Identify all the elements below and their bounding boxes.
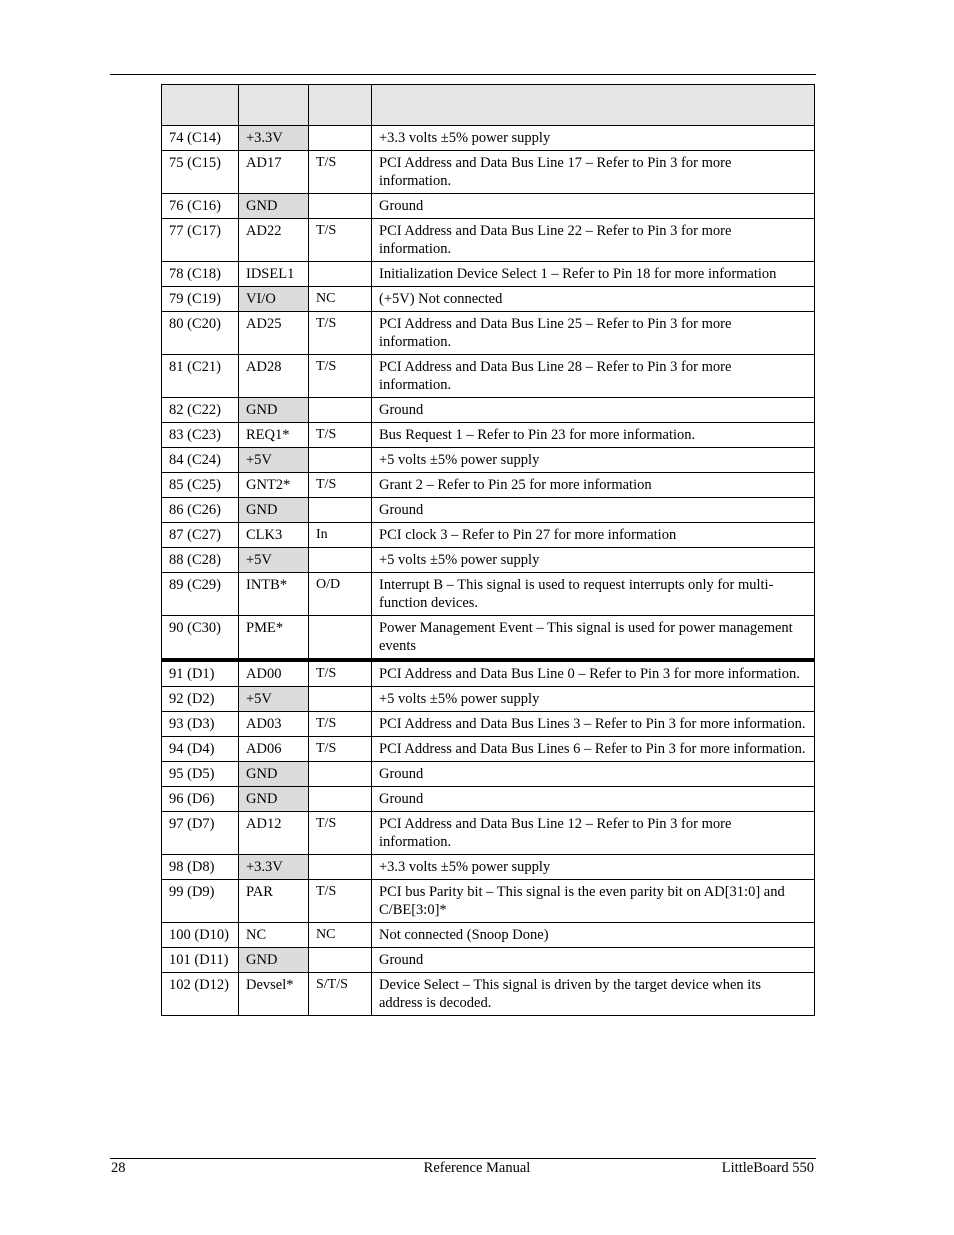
description-cell: (+5V) Not connected: [372, 287, 815, 312]
description-cell: Not connected (Snoop Done): [372, 923, 815, 948]
footer-rule: [110, 1158, 816, 1159]
description-cell: Ground: [372, 398, 815, 423]
type-cell: NC: [309, 287, 372, 312]
table-row: [162, 687, 815, 712]
signal-cell: +5V: [239, 448, 309, 473]
description-cell: PCI Address and Data Bus Line 28 – Refer to Pin 3 for more information.: [372, 355, 815, 398]
type-cell: T/S: [309, 712, 372, 737]
signal-cell: GND: [239, 398, 309, 423]
description-cell: Grant 2 – Refer to Pin 25 for more information: [372, 473, 815, 498]
pin-cell: 99 (D9): [162, 880, 239, 923]
type-cell: [309, 687, 372, 712]
description-cell: +5 volts ±5% power supply: [372, 687, 815, 712]
description-cell: PCI Address and Data Bus Line 17 – Refer to Pin 3 for more information.: [372, 151, 815, 194]
type-cell: T/S: [309, 312, 372, 355]
pin-cell: 84 (C24): [162, 448, 239, 473]
type-cell: [309, 448, 372, 473]
pin-cell: 76 (C16): [162, 194, 239, 219]
signal-cell: CLK3: [239, 523, 309, 548]
signal-cell: PME*: [239, 616, 309, 661]
description-cell: Ground: [372, 787, 815, 812]
type-cell: T/S: [309, 473, 372, 498]
table-row: [162, 948, 815, 973]
description-cell: PCI Address and Data Bus Line 22 – Refer to Pin 3 for more information.: [372, 219, 815, 262]
description-cell: Ground: [372, 762, 815, 787]
type-cell: T/S: [309, 737, 372, 762]
description-cell: Ground: [372, 948, 815, 973]
signal-cell: GND: [239, 787, 309, 812]
type-cell: T/S: [309, 151, 372, 194]
type-cell: O/D: [309, 573, 372, 616]
type-cell: NC: [309, 923, 372, 948]
table-row: [162, 194, 815, 219]
pin-cell: 86 (C26): [162, 498, 239, 523]
table-row: [162, 712, 815, 737]
type-cell: [309, 855, 372, 880]
signal-cell: +3.3V: [239, 855, 309, 880]
signal-cell: AD25: [239, 312, 309, 355]
pin-cell: 93 (D3): [162, 712, 239, 737]
header-cell-type: [309, 85, 372, 126]
page-number: 28: [111, 1160, 126, 1176]
description-cell: PCI bus Parity bit – This signal is the even parity bit on AD[31:0] and C/BE[3:0]*: [372, 880, 815, 923]
header-cell-description: [372, 85, 815, 126]
table-row: [162, 548, 815, 573]
pin-cell: 78 (C18): [162, 262, 239, 287]
description-cell: PCI Address and Data Bus Lines 6 – Refer to Pin 3 for more information.: [372, 737, 815, 762]
signal-cell: GND: [239, 194, 309, 219]
signal-cell: REQ1*: [239, 423, 309, 448]
description-cell: PCI clock 3 – Refer to Pin 27 for more information: [372, 523, 815, 548]
table-row: [162, 151, 815, 194]
table-row: [162, 660, 815, 687]
type-cell: [309, 126, 372, 151]
description-cell: Interrupt B – This signal is used to request interrupts only for multi-function devices.: [372, 573, 815, 616]
table-row: [162, 812, 815, 855]
signal-cell: GNT2*: [239, 473, 309, 498]
description-cell: PCI Address and Data Bus Line 25 – Refer to Pin 3 for more information.: [372, 312, 815, 355]
pin-cell: 85 (C25): [162, 473, 239, 498]
table-row: [162, 498, 815, 523]
type-cell: [309, 762, 372, 787]
description-cell: +3.3 volts ±5% power supply: [372, 126, 815, 151]
pin-cell: 74 (C14): [162, 126, 239, 151]
pin-cell: 92 (D2): [162, 687, 239, 712]
signal-cell: INTB*: [239, 573, 309, 616]
type-cell: [309, 194, 372, 219]
signal-cell: AD06: [239, 737, 309, 762]
signal-cell: AD03: [239, 712, 309, 737]
table-row: [162, 973, 815, 1016]
type-cell: S/T/S: [309, 973, 372, 1016]
pin-cell: 98 (D8): [162, 855, 239, 880]
table-row: [162, 126, 815, 151]
footer-title: Reference Manual: [423, 1160, 531, 1176]
signal-cell: GND: [239, 762, 309, 787]
type-cell: T/S: [309, 880, 372, 923]
header-cell-signal: [239, 85, 309, 126]
description-cell: +5 volts ±5% power supply: [372, 548, 815, 573]
signal-cell: AD12: [239, 812, 309, 855]
pin-cell: 80 (C20): [162, 312, 239, 355]
signal-cell: VI/O: [239, 287, 309, 312]
pin-cell: 77 (C17): [162, 219, 239, 262]
table-row: [162, 787, 815, 812]
footer-product: LittleBoard 550: [721, 1160, 814, 1176]
signal-cell: NC: [239, 923, 309, 948]
description-cell: PCI Address and Data Bus Line 0 – Refer to Pin 3 for more information.: [372, 660, 815, 687]
table-row: [162, 855, 815, 880]
type-cell: T/S: [309, 423, 372, 448]
table-row: [162, 219, 815, 262]
table-row: [162, 398, 815, 423]
type-cell: [309, 948, 372, 973]
signal-cell: AD22: [239, 219, 309, 262]
pin-cell: 101 (D11): [162, 948, 239, 973]
signal-cell: PAR: [239, 880, 309, 923]
table-row: [162, 287, 815, 312]
table-header-row: [162, 85, 815, 126]
table-row: [162, 312, 815, 355]
description-cell: Ground: [372, 498, 815, 523]
pin-cell: 81 (C21): [162, 355, 239, 398]
table-row: [162, 737, 815, 762]
pin-cell: 90 (C30): [162, 616, 239, 661]
header-cell-pin: [162, 85, 239, 126]
type-cell: [309, 498, 372, 523]
pin-cell: 100 (D10): [162, 923, 239, 948]
description-cell: Bus Request 1 – Refer to Pin 23 for more information.: [372, 423, 815, 448]
pin-table-body: [162, 126, 815, 1016]
description-cell: Device Select – This signal is driven by the target device when its address is decoded.: [372, 973, 815, 1016]
table-row: [162, 473, 815, 498]
pin-cell: 95 (D5): [162, 762, 239, 787]
pin-cell: 75 (C15): [162, 151, 239, 194]
type-cell: [309, 548, 372, 573]
signal-cell: GND: [239, 498, 309, 523]
pin-cell: 87 (C27): [162, 523, 239, 548]
pin-cell: 96 (D6): [162, 787, 239, 812]
description-cell: PCI Address and Data Bus Line 12 – Refer to Pin 3 for more information.: [372, 812, 815, 855]
description-cell: PCI Address and Data Bus Lines 3 – Refer to Pin 3 for more information.: [372, 712, 815, 737]
table-row: [162, 448, 815, 473]
description-cell: Ground: [372, 194, 815, 219]
pin-cell: 91 (D1): [162, 660, 239, 687]
pin-cell: 88 (C28): [162, 548, 239, 573]
table-row: [162, 573, 815, 616]
table-row: [162, 616, 815, 661]
pin-cell: 82 (C22): [162, 398, 239, 423]
signal-cell: Devsel*: [239, 973, 309, 1016]
type-cell: T/S: [309, 219, 372, 262]
type-cell: T/S: [309, 660, 372, 687]
signal-cell: AD28: [239, 355, 309, 398]
type-cell: T/S: [309, 812, 372, 855]
pin-cell: 102 (D12): [162, 973, 239, 1016]
type-cell: [309, 398, 372, 423]
signal-cell: IDSEL1: [239, 262, 309, 287]
signal-cell: AD17: [239, 151, 309, 194]
type-cell: [309, 616, 372, 661]
description-cell: Power Management Event – This signal is used for power management events: [372, 616, 815, 661]
table-row: [162, 523, 815, 548]
pin-cell: 97 (D7): [162, 812, 239, 855]
signal-cell: +5V: [239, 548, 309, 573]
type-cell: In: [309, 523, 372, 548]
description-cell: Initialization Device Select 1 – Refer to Pin 18 for more information: [372, 262, 815, 287]
signal-cell: +5V: [239, 687, 309, 712]
pin-table: [161, 84, 815, 1016]
table-row: [162, 355, 815, 398]
description-cell: +5 volts ±5% power supply: [372, 448, 815, 473]
pin-cell: 94 (D4): [162, 737, 239, 762]
pin-cell: 89 (C29): [162, 573, 239, 616]
signal-cell: AD00: [239, 660, 309, 687]
signal-cell: GND: [239, 948, 309, 973]
description-cell: +3.3 volts ±5% power supply: [372, 855, 815, 880]
type-cell: [309, 262, 372, 287]
pin-cell: 83 (C23): [162, 423, 239, 448]
type-cell: [309, 787, 372, 812]
table-row: [162, 880, 815, 923]
type-cell: T/S: [309, 355, 372, 398]
header-rule: [110, 74, 816, 75]
signal-cell: +3.3V: [239, 126, 309, 151]
pin-cell: 79 (C19): [162, 287, 239, 312]
table-row: [162, 923, 815, 948]
table-row: [162, 423, 815, 448]
table-row: [162, 762, 815, 787]
table-row: [162, 262, 815, 287]
